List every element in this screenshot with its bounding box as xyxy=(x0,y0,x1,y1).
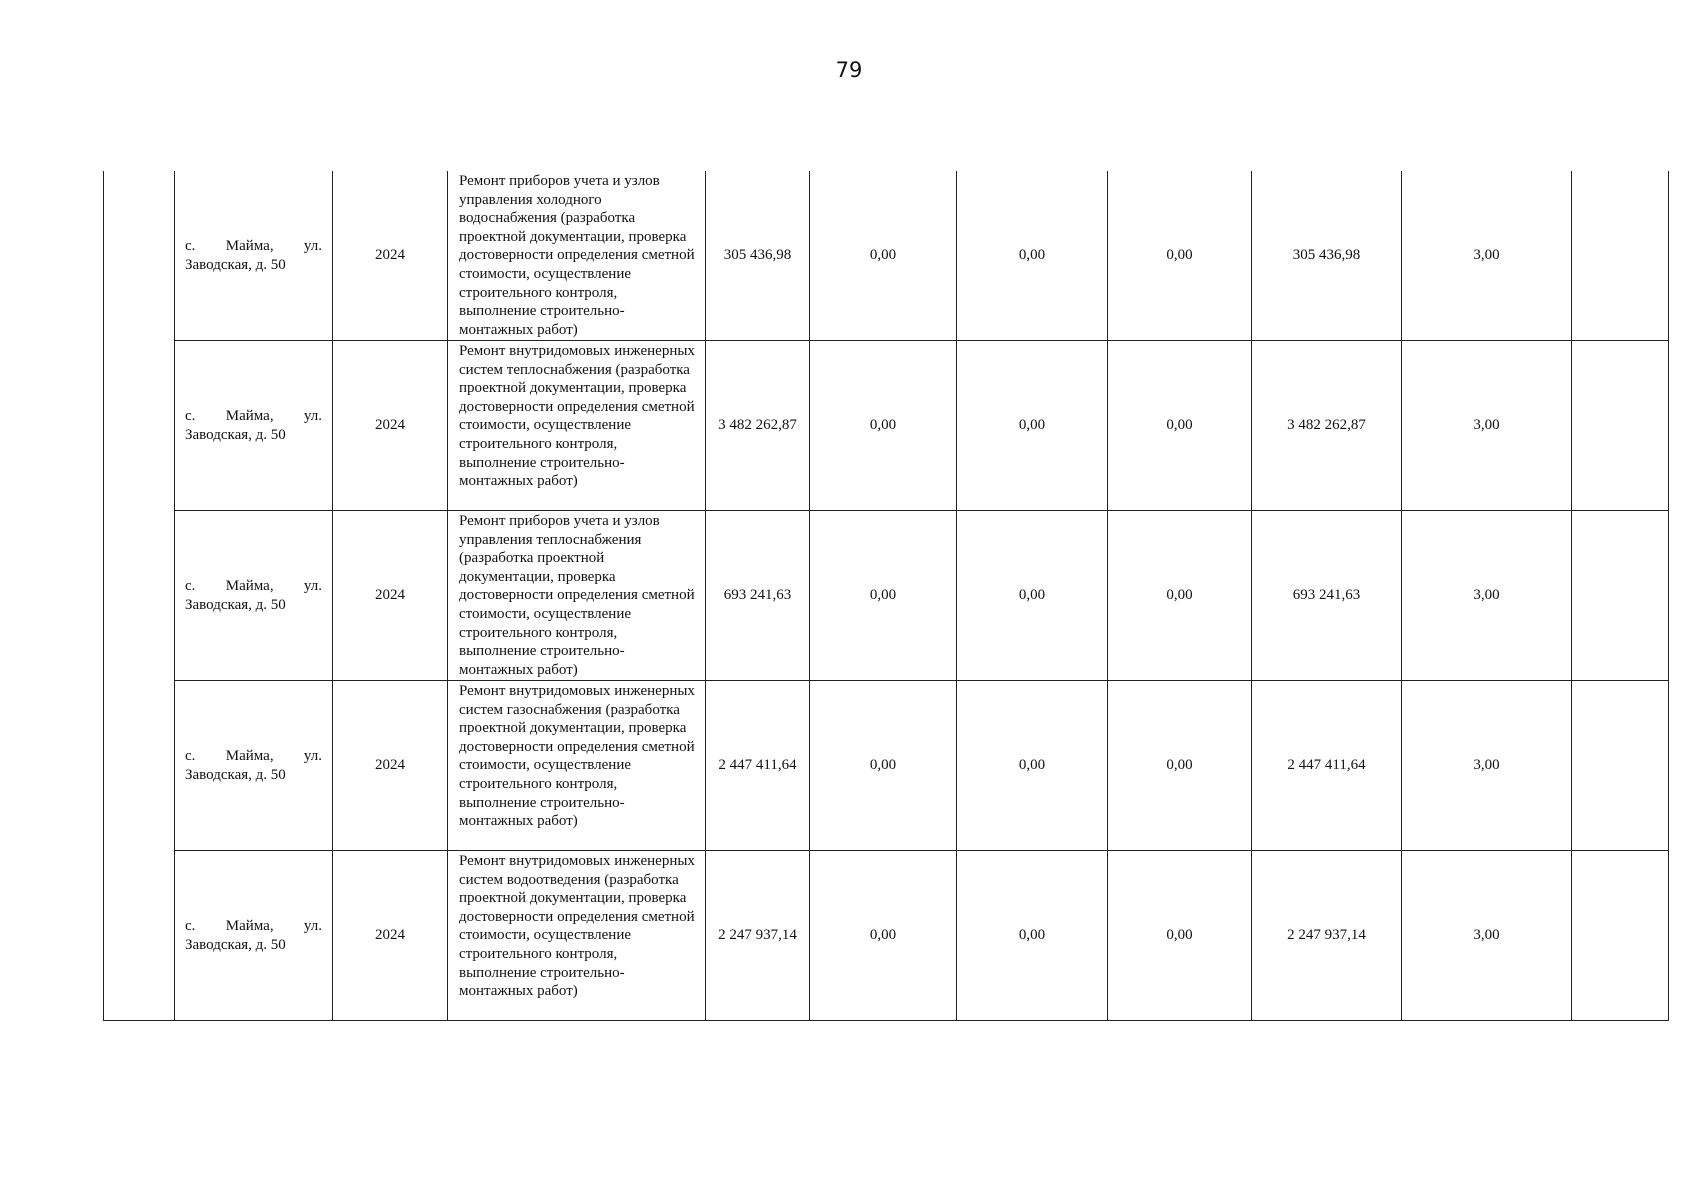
total-cost-cell: 305 436,98 xyxy=(706,171,810,341)
table-row xyxy=(104,171,1669,341)
table-row xyxy=(104,341,1669,511)
address-cell: с. Майма, ул. Заводская, д. 50 xyxy=(175,681,333,851)
year-cell: 2024 xyxy=(333,341,448,511)
row-number-cell xyxy=(104,171,175,341)
amount-cell: 0,00 xyxy=(810,681,957,851)
row-number-cell xyxy=(104,681,175,851)
empty-cell xyxy=(1572,851,1669,1021)
total-cost-cell: 3 482 262,87 xyxy=(706,341,810,511)
unit-cost-cell: 3,00 xyxy=(1402,171,1572,341)
table-row xyxy=(104,511,1669,681)
row-number-cell xyxy=(104,851,175,1021)
year-cell: 2024 xyxy=(333,681,448,851)
unit-cost-cell: 3,00 xyxy=(1402,341,1572,511)
amount-cell: 0,00 xyxy=(1108,681,1252,851)
amount-cell: 0,00 xyxy=(957,681,1108,851)
amount-cell: 0,00 xyxy=(1108,511,1252,681)
amount-cell: 0,00 xyxy=(1108,341,1252,511)
work-description-cell: Ремонт приборов учета и узлов управления холодного водоснабжения (разработка проектной документации, проверка достоверности определения сметной стоимости, осуществление строительного контроля, выполнение строительно-монтажных работ) xyxy=(448,171,706,341)
row-number-cell xyxy=(104,341,175,511)
unit-cost-cell: 3,00 xyxy=(1402,851,1572,1021)
empty-cell xyxy=(1572,341,1669,511)
amount-cell: 0,00 xyxy=(810,341,957,511)
owner-funds-cell: 2 247 937,14 xyxy=(1252,851,1402,1021)
work-description-cell: Ремонт внутридомовых инженерных систем теплоснабжения (разработка проектной документации, проверка достоверности определения сметной стоимости, осуществление строительного контроля, выполнение строительно-монтажных работ) xyxy=(448,341,706,511)
empty-cell xyxy=(1572,511,1669,681)
table-row xyxy=(104,681,1669,851)
row-number-cell xyxy=(104,511,175,681)
empty-cell xyxy=(1572,681,1669,851)
year-cell: 2024 xyxy=(333,171,448,341)
amount-cell: 0,00 xyxy=(810,171,957,341)
unit-cost-cell: 3,00 xyxy=(1402,681,1572,851)
owner-funds-cell: 2 447 411,64 xyxy=(1252,681,1402,851)
address-cell: с. Майма, ул. Заводская, д. 50 xyxy=(175,851,333,1021)
total-cost-cell: 2 247 937,14 xyxy=(706,851,810,1021)
table-row xyxy=(104,851,1669,1021)
owner-funds-cell: 305 436,98 xyxy=(1252,171,1402,341)
amount-cell: 0,00 xyxy=(1108,171,1252,341)
total-cost-cell: 693 241,63 xyxy=(706,511,810,681)
unit-cost-cell: 3,00 xyxy=(1402,511,1572,681)
work-description-cell: Ремонт приборов учета и узлов управления теплоснабжения (разработка проектной документации, проверка достоверности определения сметной стоимости, осуществление строительного контроля, выполнение строительно-монтажных работ) xyxy=(448,511,706,681)
year-cell: 2024 xyxy=(333,511,448,681)
amount-cell: 0,00 xyxy=(957,171,1108,341)
work-description-cell: Ремонт внутридомовых инженерных систем водоотведения (разработка проектной документации, проверка достоверности определения сметной стоимости, осуществление строительного контроля, выполнение строительно-монтажных работ) xyxy=(448,851,706,1021)
amount-cell: 0,00 xyxy=(1108,851,1252,1021)
address-cell: с. Майма, ул. Заводская, д. 50 xyxy=(175,511,333,681)
amount-cell: 0,00 xyxy=(957,511,1108,681)
works-table xyxy=(103,171,1669,1021)
year-cell: 2024 xyxy=(333,851,448,1021)
owner-funds-cell: 3 482 262,87 xyxy=(1252,341,1402,511)
address-cell: с. Майма, ул. Заводская, д. 50 xyxy=(175,171,333,341)
amount-cell: 0,00 xyxy=(957,341,1108,511)
total-cost-cell: 2 447 411,64 xyxy=(706,681,810,851)
amount-cell: 0,00 xyxy=(810,511,957,681)
amount-cell: 0,00 xyxy=(810,851,957,1021)
amount-cell: 0,00 xyxy=(957,851,1108,1021)
empty-cell xyxy=(1572,171,1669,341)
owner-funds-cell: 693 241,63 xyxy=(1252,511,1402,681)
work-description-cell: Ремонт внутридомовых инженерных систем газоснабжения (разработка проектной документации, проверка достоверности определения сметной стоимости, осуществление строительного контроля, выполнение строительно-монтажных работ) xyxy=(448,681,706,851)
page-number: 79 xyxy=(835,58,863,82)
address-cell: с. Майма, ул. Заводская, д. 50 xyxy=(175,341,333,511)
